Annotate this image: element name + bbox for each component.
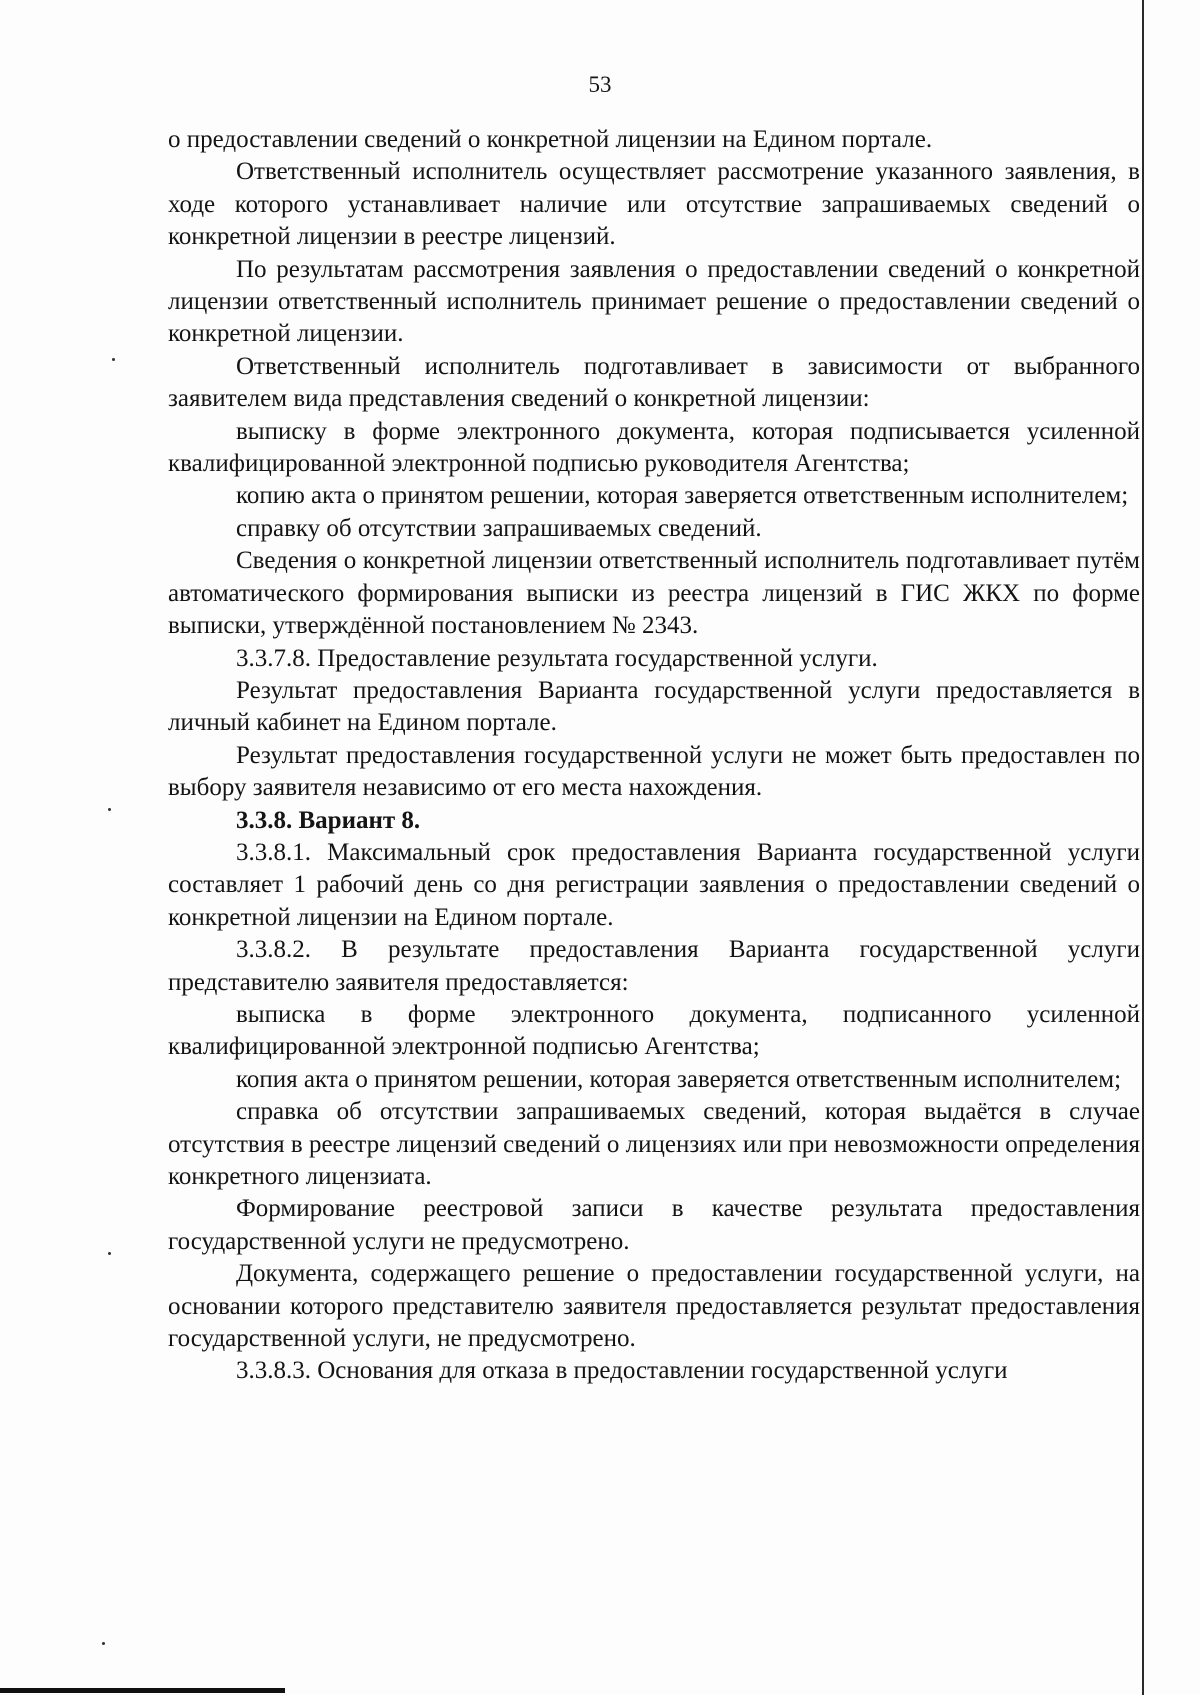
- paragraph: копию акта о принятом решении, которая заверяется ответственным исполнителем;: [236, 482, 1129, 510]
- paragraph: По результатам рассмотрения заявления о предоставлении сведений о конкретной лицензии ответственный исполнитель принимает решение о предоставлении сведений о конкретной лицензии.: [168, 255, 1140, 348]
- scan-speck: [112, 358, 115, 361]
- paragraph: Документа, содержащего решение о предоставлении государственной услуги, на основании которого представителю заявителя предоставляется результат предоставления государственной услуги, не предусмотрено.: [168, 1260, 1140, 1353]
- paragraph: справку об отсутствии запрашиваемых сведений.: [236, 514, 762, 542]
- page-number: 53: [588, 72, 612, 97]
- scan-speck: [108, 1252, 111, 1255]
- scan-margin-line: [1142, 0, 1144, 1695]
- paragraph: копия акта о принятом решении, которая заверяется ответственным исполнителем;: [236, 1065, 1122, 1093]
- paragraph: 3.3.8.2. В результате предоставления Варианта государственной услуги представителю заявителя предоставляется:: [168, 936, 1140, 996]
- scan-speck: [108, 808, 111, 811]
- paragraph: справка об отсутствии запрашиваемых сведений, которая выдаётся в случае отсутствия в реестре лицензий сведений о лицензиях или при невозможности определения конкретного лицензиата.: [168, 1098, 1140, 1190]
- scan-speck: [102, 1642, 105, 1645]
- scan-bottom-rule: [0, 1688, 285, 1693]
- paragraph: Ответственный исполнитель подготавливает в зависимости от выбранного заявителем вида представления сведений о конкретной лицензии:: [168, 352, 1140, 413]
- paragraph: 3.3.8.1. Максимальный срок предоставления Варианта государственной услуги составляет 1 рабочий день со дня регистрации заявления о предоставлении сведений о конкретной лицензии на Едином портале.: [168, 838, 1140, 931]
- section-heading-bold: 3.3.8. Вариант 8.: [236, 806, 421, 834]
- section-heading: 3.3.8.3. Основания для отказа в предоставлении государственной услуги: [236, 1357, 1008, 1385]
- paragraph: Формирование реестровой записи в качестве результата предоставления государственной услуги не предусмотрено.: [168, 1195, 1140, 1255]
- paragraph: Результат предоставления Варианта государственной услуги предоставляется в личный кабинет на Едином портале.: [168, 676, 1140, 737]
- paragraph: Результат предоставления государственной услуги не может быть предоставлен по выбору заявителя независимо от его места нахождения.: [168, 741, 1140, 802]
- paragraph: о предоставлении сведений о конкретной лицензии на Едином портале.: [168, 126, 933, 153]
- paragraph: выписка в форме электронного документа, подписанного усиленной квалифицированной электронной подписью Агентства;: [168, 1000, 1140, 1061]
- document-body: [168, 124, 1140, 1388]
- paragraph: Сведения о конкретной лицензии ответственный исполнитель подготавливает путём автоматического формирования выписки из реестра лицензий в ГИС ЖКХ по форме выписки, утверждённой постановлением № 2343.: [168, 547, 1140, 640]
- paragraph: Ответственный исполнитель осуществляет рассмотрение указанного заявления, в ходе которого устанавливает наличие или отсутствие запрашиваемых сведений о конкретной лицензии в реестре лицензий.: [168, 158, 1140, 251]
- section-heading: 3.3.7.8. Предоставление результата государственной услуги.: [236, 644, 878, 672]
- paragraph: выписку в форме электронного документа, которая подписывается усиленной квалифицированной электронной подписью руководителя Агентства;: [168, 417, 1140, 478]
